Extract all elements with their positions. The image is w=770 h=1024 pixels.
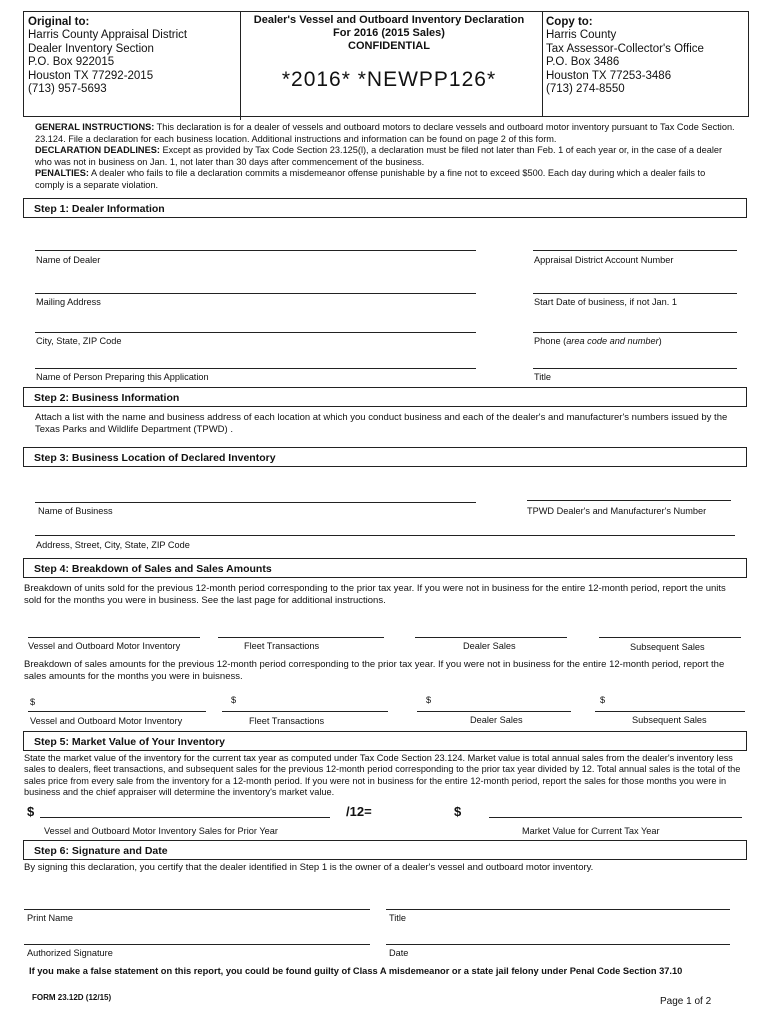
city-state-zip-label: City, State, ZIP Code: [36, 336, 122, 346]
copy-to-line: Houston TX 77253-3486: [546, 69, 672, 82]
business-name-field[interactable]: [35, 502, 476, 503]
amount-subsequent-label: Subsequent Sales: [632, 715, 707, 725]
print-name-field[interactable]: [24, 909, 370, 910]
preparer-title-label: Title: [534, 372, 552, 382]
step4-units-text: Breakdown of units sold for the previous 12-month period corresponding to the prior tax year. If you were not in business for the entire 12-month period, report the units sold for the months you were in business. See the last page for additional instructions.: [24, 583, 726, 606]
units-subsequent-field[interactable]: [599, 637, 741, 638]
header-box: [23, 11, 749, 117]
step3-header: Step 3: Business Location of Declared Inventory: [23, 447, 747, 467]
authorized-signature-label: Authorized Signature: [27, 948, 113, 958]
penalties-label: PENALTIES:: [35, 168, 89, 179]
dollar-sign: $: [30, 697, 36, 707]
start-date-field[interactable]: [533, 293, 737, 294]
prior-year-dollar: $: [27, 804, 35, 819]
dollar-sign: $: [426, 695, 432, 705]
phone-field[interactable]: [533, 332, 737, 333]
copy-to-line: (713) 274-8550: [546, 83, 625, 96]
step2-text: Attach a list with the name and business address of each location at which you conduct business and each of the dealer's and manufacturer's numbers issued by the Texas Parks and Wildlife Department (TPWD) .: [35, 412, 728, 435]
phone-label: Phone (area code and number): [534, 336, 662, 346]
date-label: Date: [389, 948, 409, 958]
account-number-field[interactable]: [533, 250, 737, 251]
dealer-name-field[interactable]: [35, 250, 476, 251]
form-title: Dealer's Vessel and Outboard Inventory Declaration: [253, 14, 525, 26]
amount-fleet-label: Fleet Transactions: [249, 716, 325, 726]
step6-text: By signing this declaration, you certify that the dealer identified in Step 1 is the owner of a dealer's vessel and outboard motor inventory.: [24, 862, 594, 873]
signer-title-field[interactable]: [386, 909, 730, 910]
general-instructions-text: This declaration is for a dealer of vessels and outboard motors to declare vessels and outboard motor inventory pursuant to Tax Code Section. 23.124. File a declaration for each business location. Additional instructions and information can be found on page 2 of this form.: [35, 122, 735, 144]
general-instructions-label: GENERAL INSTRUCTIONS:: [35, 122, 155, 132]
business-name-label: Name of Business: [38, 506, 113, 516]
step5-header: Step 5: Market Value of Your Inventory: [23, 731, 747, 751]
step5-text: State the market value of the inventory for the current tax year as computed under Tax Code Section 23.124. Market value is total annual sales from the dealer's inventory less sales to dealers, fleet transactions, and subsequent sales for the previous 12-month period corresponding to the prior tax year divided by 12. Total annual sales is the total of the sales price from every sale from the inventory for a 12-month period. If you were not in business for the entire 12-month period, report the sales for those months you were in business and the chief appraiser will determine the inventory's market value.: [24, 753, 741, 798]
market-value-label: Market Value for Current Tax Year: [522, 826, 660, 836]
start-date-label: Start Date of business, if not Jan. 1: [534, 297, 677, 307]
original-to-line: P.O. Box 922015: [28, 56, 115, 69]
amount-dealer-field[interactable]: [417, 711, 571, 712]
form-number: FORM 23.12D (12/15): [32, 993, 112, 1002]
signer-title-label: Title: [389, 913, 407, 923]
tpwd-number-field[interactable]: [527, 500, 731, 501]
step2-header: Step 2: Business Information: [23, 387, 747, 407]
divide-by-twelve: /12=: [346, 804, 372, 819]
dollar-sign: $: [600, 695, 606, 705]
copy-to-block: [542, 12, 752, 120]
market-value-field[interactable]: [489, 817, 742, 818]
original-to-line: Dealer Inventory Section: [28, 42, 154, 55]
market-value-dollar: $: [454, 804, 462, 819]
amount-dealer-label: Dealer Sales: [470, 715, 523, 725]
form-title-block: [236, 12, 543, 116]
preparer-title-field[interactable]: [533, 368, 737, 369]
deadlines-label: DECLARATION DEADLINES:: [35, 145, 160, 156]
step6-header: Step 6: Signature and Date: [23, 840, 747, 860]
mailing-address-label: Mailing Address: [36, 297, 101, 307]
city-state-zip-field[interactable]: [35, 332, 476, 333]
original-to-line: Houston TX 77292-2015: [28, 69, 154, 82]
step4-header: Step 4: Breakdown of Sales and Sales Amounts: [23, 558, 747, 578]
amount-vessel-label: Vessel and Outboard Motor Inventory: [30, 716, 183, 726]
page-number: Page 1 of 2: [660, 996, 712, 1007]
prior-year-sales-label: Vessel and Outboard Motor Inventory Sales for Prior Year: [44, 826, 278, 836]
form-barcode-text: *2016* *NEWPP126*: [281, 68, 497, 91]
authorized-signature-field[interactable]: [24, 944, 370, 945]
copy-to-heading: Copy to:: [546, 16, 593, 28]
original-to-block: [24, 12, 241, 120]
false-statement-warning: If you make a false statement on this report, you could be found guilty of Class A misdemeanor or a state jail felony under Penal Code Section 37.10: [29, 966, 683, 976]
print-name-label: Print Name: [27, 913, 73, 923]
business-address-label: Address, Street, City, State, ZIP Code: [36, 540, 190, 550]
copy-to-line: Tax Assessor-Collector's Office: [546, 42, 704, 55]
business-address-field[interactable]: [35, 535, 735, 536]
original-to-heading: Original to:: [28, 16, 90, 28]
copy-to-line: P.O. Box 3486: [546, 56, 620, 69]
deadlines-text: Except as provided by Tax Code Section 23.125(l), a declaration must be filed not later than Feb. 1 of each year or, in the case of a dealer who was not in business on Jan. 1, not later than 30 days after commencement of the business.: [35, 145, 723, 167]
dealer-name-label: Name of Dealer: [36, 255, 101, 265]
step1-header: Step 1: Dealer Information: [23, 198, 747, 218]
form-subtitle: For 2016 (2015 Sales): [333, 27, 445, 39]
dollar-sign: $: [231, 695, 237, 705]
units-dealer-label: Dealer Sales: [463, 641, 516, 651]
account-number-label: Appraisal District Account Number: [534, 255, 674, 265]
preparer-name-label: Name of Person Preparing this Application: [36, 372, 209, 382]
step4-amounts-text: Breakdown of sales amounts for the previous 12-month period corresponding to the prior tax year. If you were not in business for the entire 12-month period, report the sales amounts for the months you were in buisness.: [24, 659, 725, 682]
amount-vessel-field[interactable]: [28, 711, 206, 712]
units-fleet-field[interactable]: [218, 637, 384, 638]
units-fleet-label: Fleet Transactions: [244, 641, 320, 651]
units-vessel-label: Vessel and Outboard Motor Inventory: [28, 641, 181, 651]
date-field[interactable]: [386, 944, 730, 945]
penalties-text: A dealer who fails to file a declaration commits a misdemeanor offense punishable by a fine not to exceed $500. Each day during which a dealer fails to comply is a separate violation.: [35, 168, 706, 190]
amount-fleet-field[interactable]: [222, 711, 388, 712]
copy-to-line: Harris County: [546, 29, 617, 42]
confidential-label: CONFIDENTIAL: [348, 40, 430, 52]
original-to-line: (713) 957-5693: [28, 83, 107, 96]
preparer-name-field[interactable]: [35, 368, 476, 369]
units-subsequent-label: Subsequent Sales: [630, 642, 705, 652]
amount-subsequent-field[interactable]: [595, 711, 745, 712]
mailing-address-field[interactable]: [35, 293, 476, 294]
units-dealer-field[interactable]: [415, 637, 567, 638]
tpwd-number-label: TPWD Dealer's and Manufacturer's Number: [527, 506, 707, 516]
original-to-line: Harris County Appraisal District: [28, 29, 188, 42]
prior-year-sales-field[interactable]: [40, 817, 330, 818]
units-vessel-field[interactable]: [28, 637, 200, 638]
general-instructions: [35, 122, 735, 192]
